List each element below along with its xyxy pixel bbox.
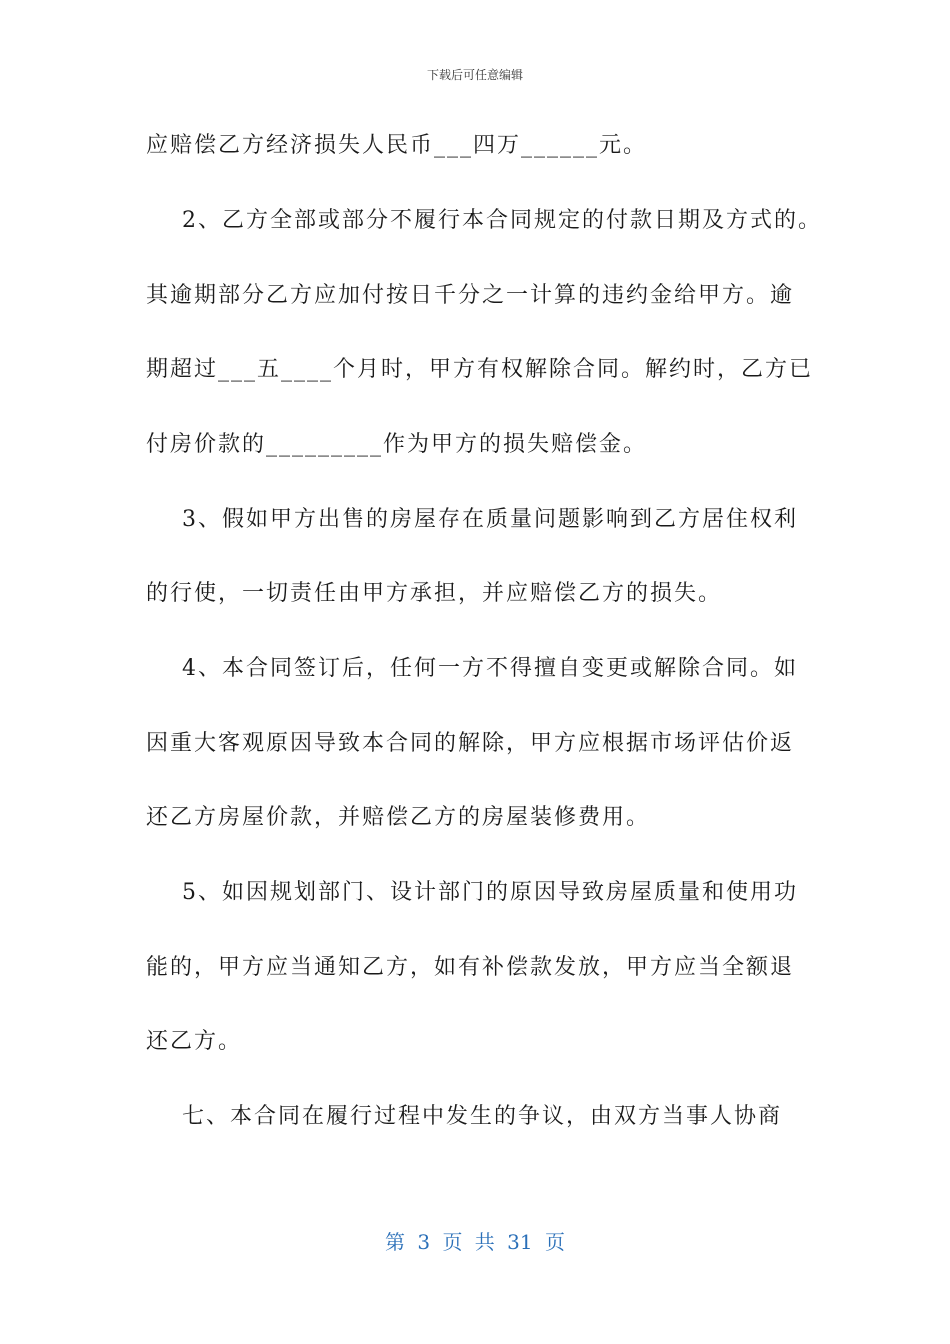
body-line: 因重大客观原因导致本合同的解除，甲方应根据市场评估价返 (146, 731, 795, 756)
body-line: 5、如因规划部门、设计部门的原因导致房屋质量和使用功 (146, 880, 798, 905)
header-note: 下载后可任意编辑 (426, 68, 523, 82)
body-line: 的行使，一切责任由甲方承担，并应赔偿乙方的损失。 (146, 581, 723, 606)
body-line: 应赔偿乙方经济损失人民币___四万______元。 (146, 133, 648, 158)
body-line: 期超过___五____个月时，甲方有权解除合同。解约时，乙方已 (146, 357, 814, 382)
body-line: 4、本合同签订后，任何一方不得擅自变更或解除合同。如 (146, 656, 798, 681)
body-line: 还乙方房屋价款，并赔偿乙方的房屋装修费用。 (146, 805, 651, 830)
body-line: 2、乙方全部或部分不履行本合同规定的付款日期及方式的。 (146, 208, 822, 233)
body-line: 能的，甲方应当通知乙方，如有补偿款发放，甲方应当全额退 (146, 955, 795, 980)
body-line: 其逾期部分乙方应加付按日千分之一计算的违约金给甲方。逾 (146, 283, 795, 308)
body-line: 付房价款的_________作为甲方的损失赔偿金。 (146, 432, 648, 457)
body-line: 还乙方。 (146, 1029, 243, 1054)
page-number: 第 3 页 共 31 页 (385, 1230, 565, 1254)
body-line: 七、本合同在履行过程中发生的争议，由双方当事人协商 (146, 1104, 782, 1129)
body-line: 3、假如甲方出售的房屋存在质量问题影响到乙方居住权利 (146, 507, 798, 532)
